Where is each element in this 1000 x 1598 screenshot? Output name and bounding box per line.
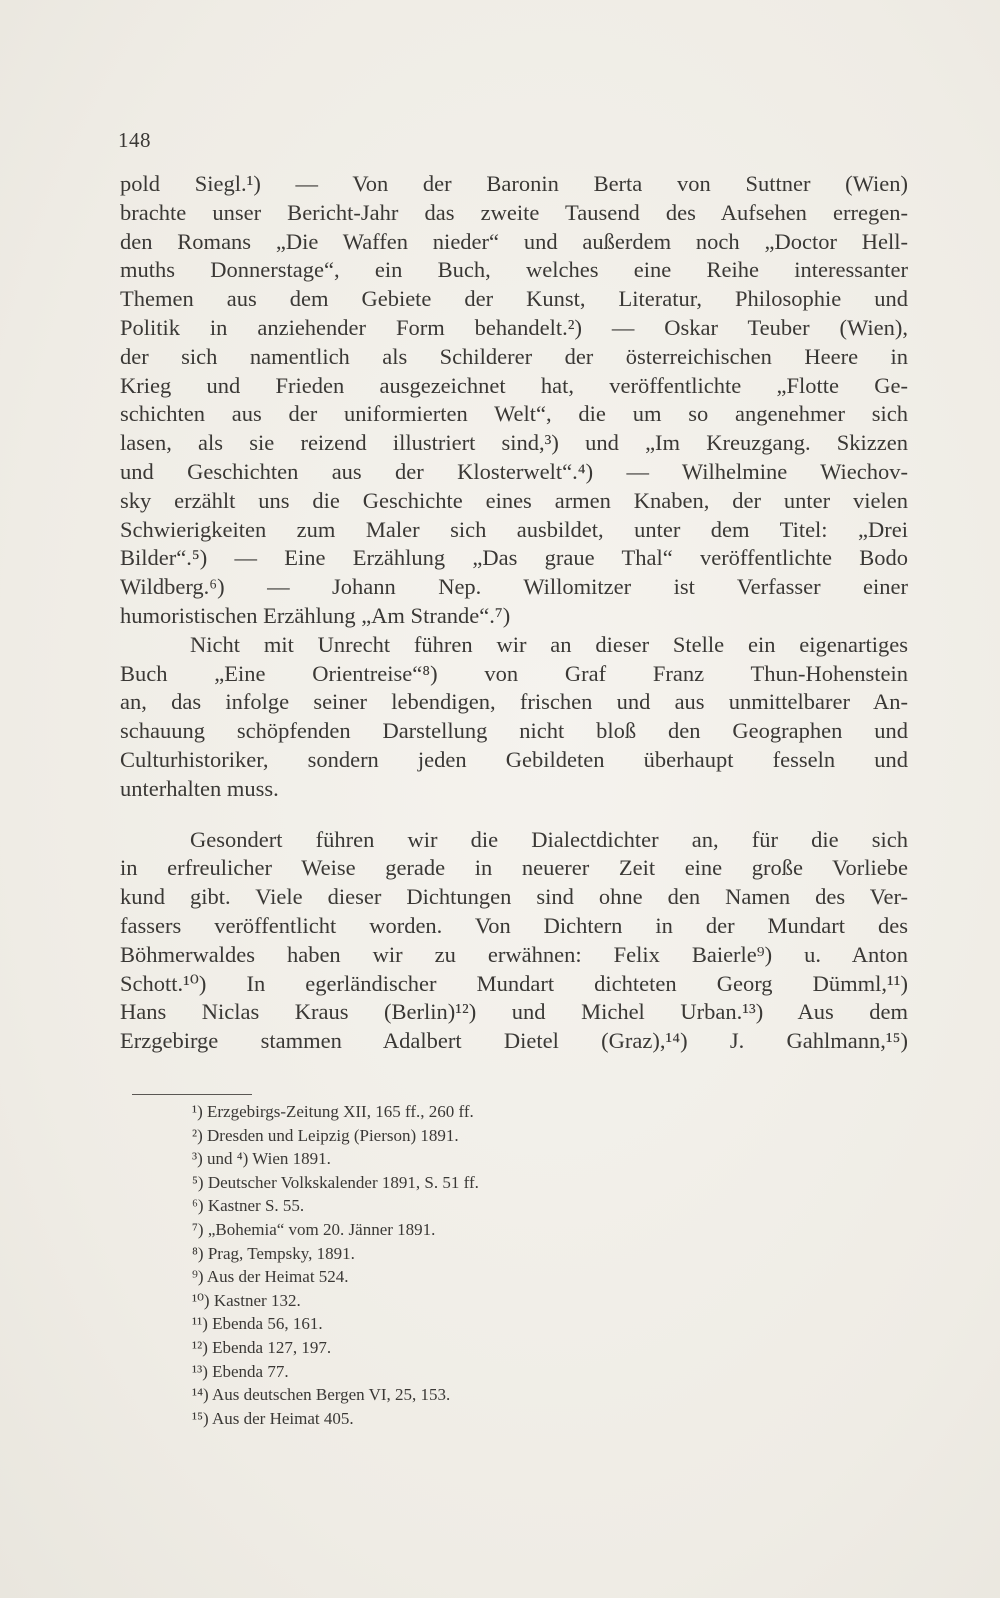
paragraph-start-line: Gesondert führen wir die Dialectdichter an, für die sich xyxy=(190,826,908,852)
footnote: ¹²) Ebenda 127, 197. xyxy=(192,1337,332,1357)
text-line: fassers veröffentlicht worden. Von Dichtern in der Mundart des xyxy=(120,912,908,938)
text-line: Wildberg.⁶) — Johann Nep. Willomitzer ist Verfasser einer xyxy=(120,574,908,600)
text-line: Böhmerwaldes haben wir zu erwähnen: Felix Baierle⁹) u. Anton xyxy=(120,941,908,967)
text-line: brachte unser Bericht-Jahr das zweite Tausend des Aufsehen erregen- xyxy=(120,199,908,225)
text-line: Erzgebirge stammen Adalbert Dietel (Graz),¹⁴) J. Gahlmann,¹⁵) xyxy=(120,1028,908,1054)
text-line: in erfreulicher Weise gerade in neuerer Zeit eine große Vorliebe xyxy=(120,855,908,881)
paragraph-start-line: Nicht mit Unrecht führen wir an dieser Stelle ein eigenartiges xyxy=(190,631,908,657)
text-line: Culturhistoriker, sondern jeden Gebildeten überhaupt fesseln und xyxy=(120,746,908,772)
body-text xyxy=(120,170,908,1056)
text-line: Themen aus dem Gebiete der Kunst, Literatur, Philosophie und xyxy=(120,286,908,312)
text-line: schauung schöpfenden Darstellung nicht bloß den Geographen und xyxy=(120,718,908,744)
footnote: ¹⁵) Aus der Heimat 405. xyxy=(192,1408,354,1428)
text-line: kund gibt. Viele dieser Dichtungen sind ohne den Namen des Ver- xyxy=(120,884,908,910)
text-line: unterhalten muss. xyxy=(120,775,279,801)
footnote: ²) Dresden und Leipzig (Pierson) 1891. xyxy=(192,1125,459,1145)
footnote: ⁹) Aus der Heimat 524. xyxy=(192,1267,349,1287)
text-line: Schott.¹⁰) In egerländischer Mundart dichteten Georg Dümml,¹¹) xyxy=(120,970,908,996)
footnote: ³) und ⁴) Wien 1891. xyxy=(192,1149,331,1169)
footnote: ¹¹) Ebenda 56, 161. xyxy=(192,1314,323,1334)
text-line: Schwierigkeiten zum Maler sich ausbildet, unter dem Titel: „Drei xyxy=(120,516,908,542)
text-line: Krieg und Frieden ausgezeichnet hat, veröffentlichte „Flotte Ge- xyxy=(120,372,908,398)
text-line: Hans Niclas Kraus (Berlin)¹²) und Michel Urban.¹³) Aus dem xyxy=(120,999,908,1025)
footnotes xyxy=(192,1100,792,1430)
text-line: der sich namentlich als Schilderer der österreichischen Heere in xyxy=(120,343,908,369)
footnote: ⁶) Kastner S. 55. xyxy=(192,1196,305,1216)
footnote: ⁷) „Bohemia“ vom 20. Jänner 1891. xyxy=(192,1219,436,1239)
footnote: ¹⁰) Kastner 132. xyxy=(192,1290,301,1310)
text-line: Bilder“.⁵) — Eine Erzählung „Das graue Thal“ veröffentlichte Bodo xyxy=(120,545,908,571)
text-line: humoristischen Erzählung „Am Strande“.⁷) xyxy=(120,602,511,628)
text-line: sky erzählt uns die Geschichte eines armen Knaben, der unter vielen xyxy=(120,487,908,513)
footnote: ¹⁴) Aus deutschen Bergen VI, 25, 153. xyxy=(192,1385,451,1405)
text-line: lasen, als sie reizend illustriert sind,³) und „Im Kreuzgang. Skizzen xyxy=(120,430,908,456)
text-line: pold Siegl.¹) — Von der Baronin Berta von Suttner (Wien) xyxy=(120,171,908,196)
footnote: ⁵) Deutscher Volkskalender 1891, S. 51 ff. xyxy=(192,1172,479,1192)
text-line: schichten aus der uniformierten Welt“, die um so angenehmer sich xyxy=(120,401,908,427)
text-line: Politik in anziehender Form behandelt.²) — Oskar Teuber (Wien), xyxy=(120,314,908,340)
paragraph-gap xyxy=(120,804,908,826)
footnote: ¹) Erzgebirgs-Zeitung XII, 165 ff., 260 ff. xyxy=(192,1102,474,1121)
text-line: muths Donnerstage“, ein Buch, welches eine Reihe interessanter xyxy=(120,257,908,283)
footnote: ¹³) Ebenda 77. xyxy=(192,1361,289,1381)
text-line: und Geschichten aus der Klosterwelt“.⁴) — Wilhelmine Wiechov- xyxy=(120,458,908,484)
footnote-divider xyxy=(132,1094,252,1095)
page-number: 148 xyxy=(118,128,151,152)
footnote: ⁸) Prag, Tempsky, 1891. xyxy=(192,1243,355,1263)
text-line: den Romans „Die Waffen nieder“ und außerdem noch „Doctor Hell- xyxy=(120,228,908,254)
text-line: Buch „Eine Orientreise“⁸) von Graf Franz Thun-Hohenstein xyxy=(120,660,908,686)
text-line: an, das infolge seiner lebendigen, frischen und aus unmittelbarer An- xyxy=(120,689,908,715)
